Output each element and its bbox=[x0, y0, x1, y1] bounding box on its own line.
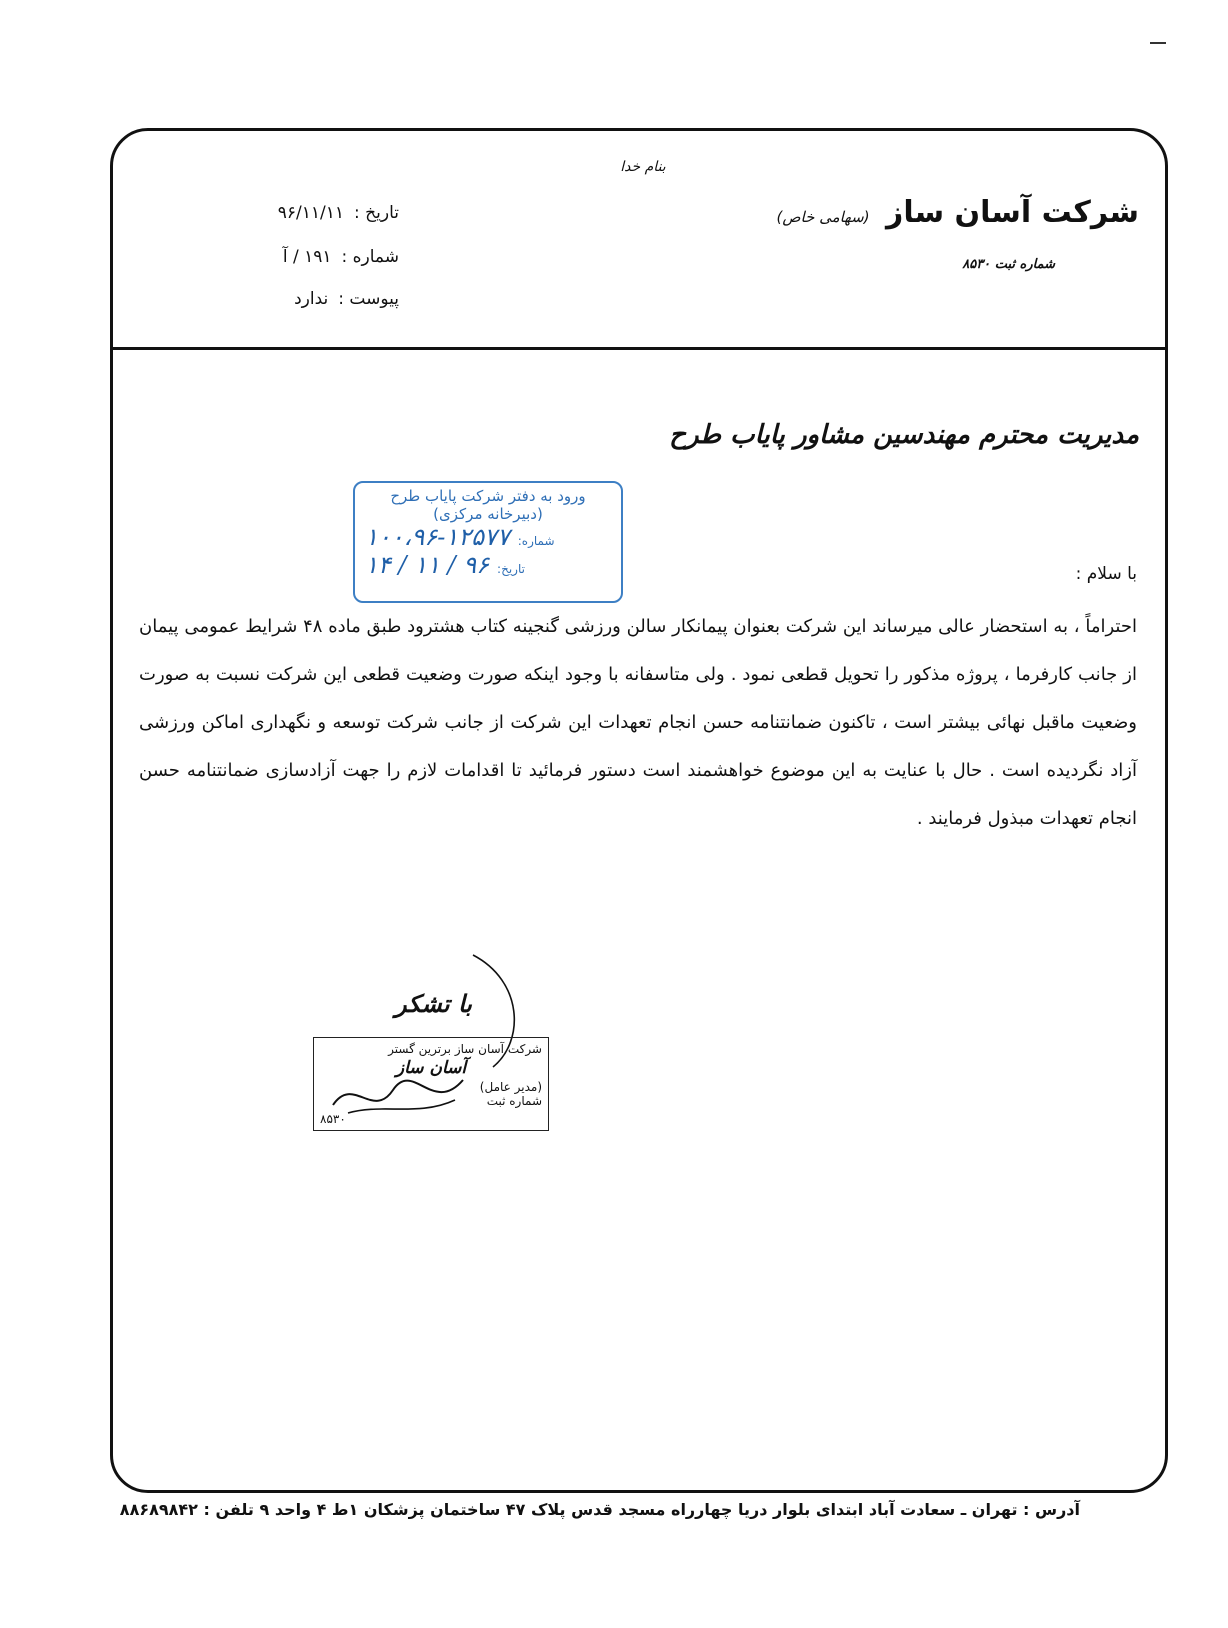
company-stamp-line3: (مدیر عامل) bbox=[479, 1080, 542, 1094]
signature-scribble bbox=[323, 1065, 473, 1125]
company-stamp-line1: شرکت آسان ساز برترین گستر bbox=[388, 1042, 542, 1056]
header-divider bbox=[113, 347, 1165, 350]
basmala: بنام خدا bbox=[620, 159, 666, 175]
company-stamp-line4: شماره ثبت bbox=[486, 1094, 542, 1108]
body-paragraph: احتراماً ، به استحضار عالی میرساند این شرکت بعنوان پیمانکار سالن ورزشی گنجینه کتاب هشترود طبق ماده ۴۸ شرایط عمومی پیمان از جانب کارفرما ، پروژه مذکور را تحویل قطعی نمود . ولی متاسفانه با وجود اینکه صورت وضعیت قطعی این شرکت نسبت به صورت وضعیت ماقبل نهائی بیشتر است ، تاکنون ضمانتنامه حسن انجام تعهدات این شرکت از جانب شرکت توسعه و نگهداری اماکن ورزشی آزاد نگردیده است . حال با عنایت به این موضوع خواهشمند است دستور فرمائید تا اقدامات لازم را جهت آزادسازی ضمانتنامه حسن انجام تعهدات مبذول فرمایند . bbox=[139, 616, 1137, 829]
closing: با تشکر bbox=[395, 989, 472, 1018]
company-name bbox=[777, 195, 1139, 230]
stray-mark bbox=[1150, 42, 1166, 44]
date-label: تاریخ : bbox=[354, 203, 399, 223]
registration-number: شماره ثبت ۸۵۳۰ bbox=[962, 257, 1055, 272]
company-name-text: شرکت آسان ساز bbox=[886, 195, 1139, 230]
received-stamp-date-label: تاریخ: bbox=[497, 562, 525, 576]
attachment-value: ندارد bbox=[294, 289, 329, 309]
letter-frame bbox=[110, 128, 1168, 1493]
meta-number bbox=[283, 247, 399, 267]
received-stamp-date: ۹۶ / ۱۱ / ۱۴ bbox=[365, 551, 490, 579]
addressee: مدیریت محترم مهندسین مشاور پایاب طرح bbox=[669, 420, 1139, 450]
company-type: (سهامی خاص) bbox=[776, 208, 870, 226]
received-stamp-line1: ورود به دفتر شرکت پایاب طرح bbox=[390, 487, 586, 505]
received-stamp-number-row bbox=[365, 523, 611, 551]
letter-body bbox=[139, 603, 1137, 843]
received-stamp-number-label: شماره: bbox=[517, 534, 555, 548]
received-stamp-date-row bbox=[365, 551, 611, 579]
date-value: ۹۶/۱۱/۱۱ bbox=[277, 203, 345, 223]
company-stamp-number: ۸۵۳۰ bbox=[320, 1112, 346, 1126]
attachment-label: پیوست : bbox=[338, 289, 399, 309]
received-stamp-line2: (دبیرخانه مرکزی) bbox=[433, 505, 543, 523]
number-label: شماره : bbox=[341, 247, 399, 267]
meta-date bbox=[278, 203, 399, 223]
footer-address: آدرس : تهران ـ سعادت آباد ابتدای بلوار دریا چهارراه مسجد قدس پلاک ۴۷ ساختمان پزشکان ۱ط ۴ واحد ۹ تلفن : ۸۸۶۸۹۸۴۲ bbox=[119, 1500, 1080, 1519]
received-stamp-number: ۱۰۰،۹۶-۱۲۵۷۷ bbox=[365, 523, 510, 551]
number-value: ۱۹۱ / آ bbox=[282, 247, 332, 267]
received-stamp bbox=[353, 481, 623, 603]
greeting: با سلام : bbox=[1075, 564, 1137, 584]
meta-attachment bbox=[294, 289, 399, 309]
company-stamp-name: آسان ساز bbox=[395, 1058, 467, 1078]
